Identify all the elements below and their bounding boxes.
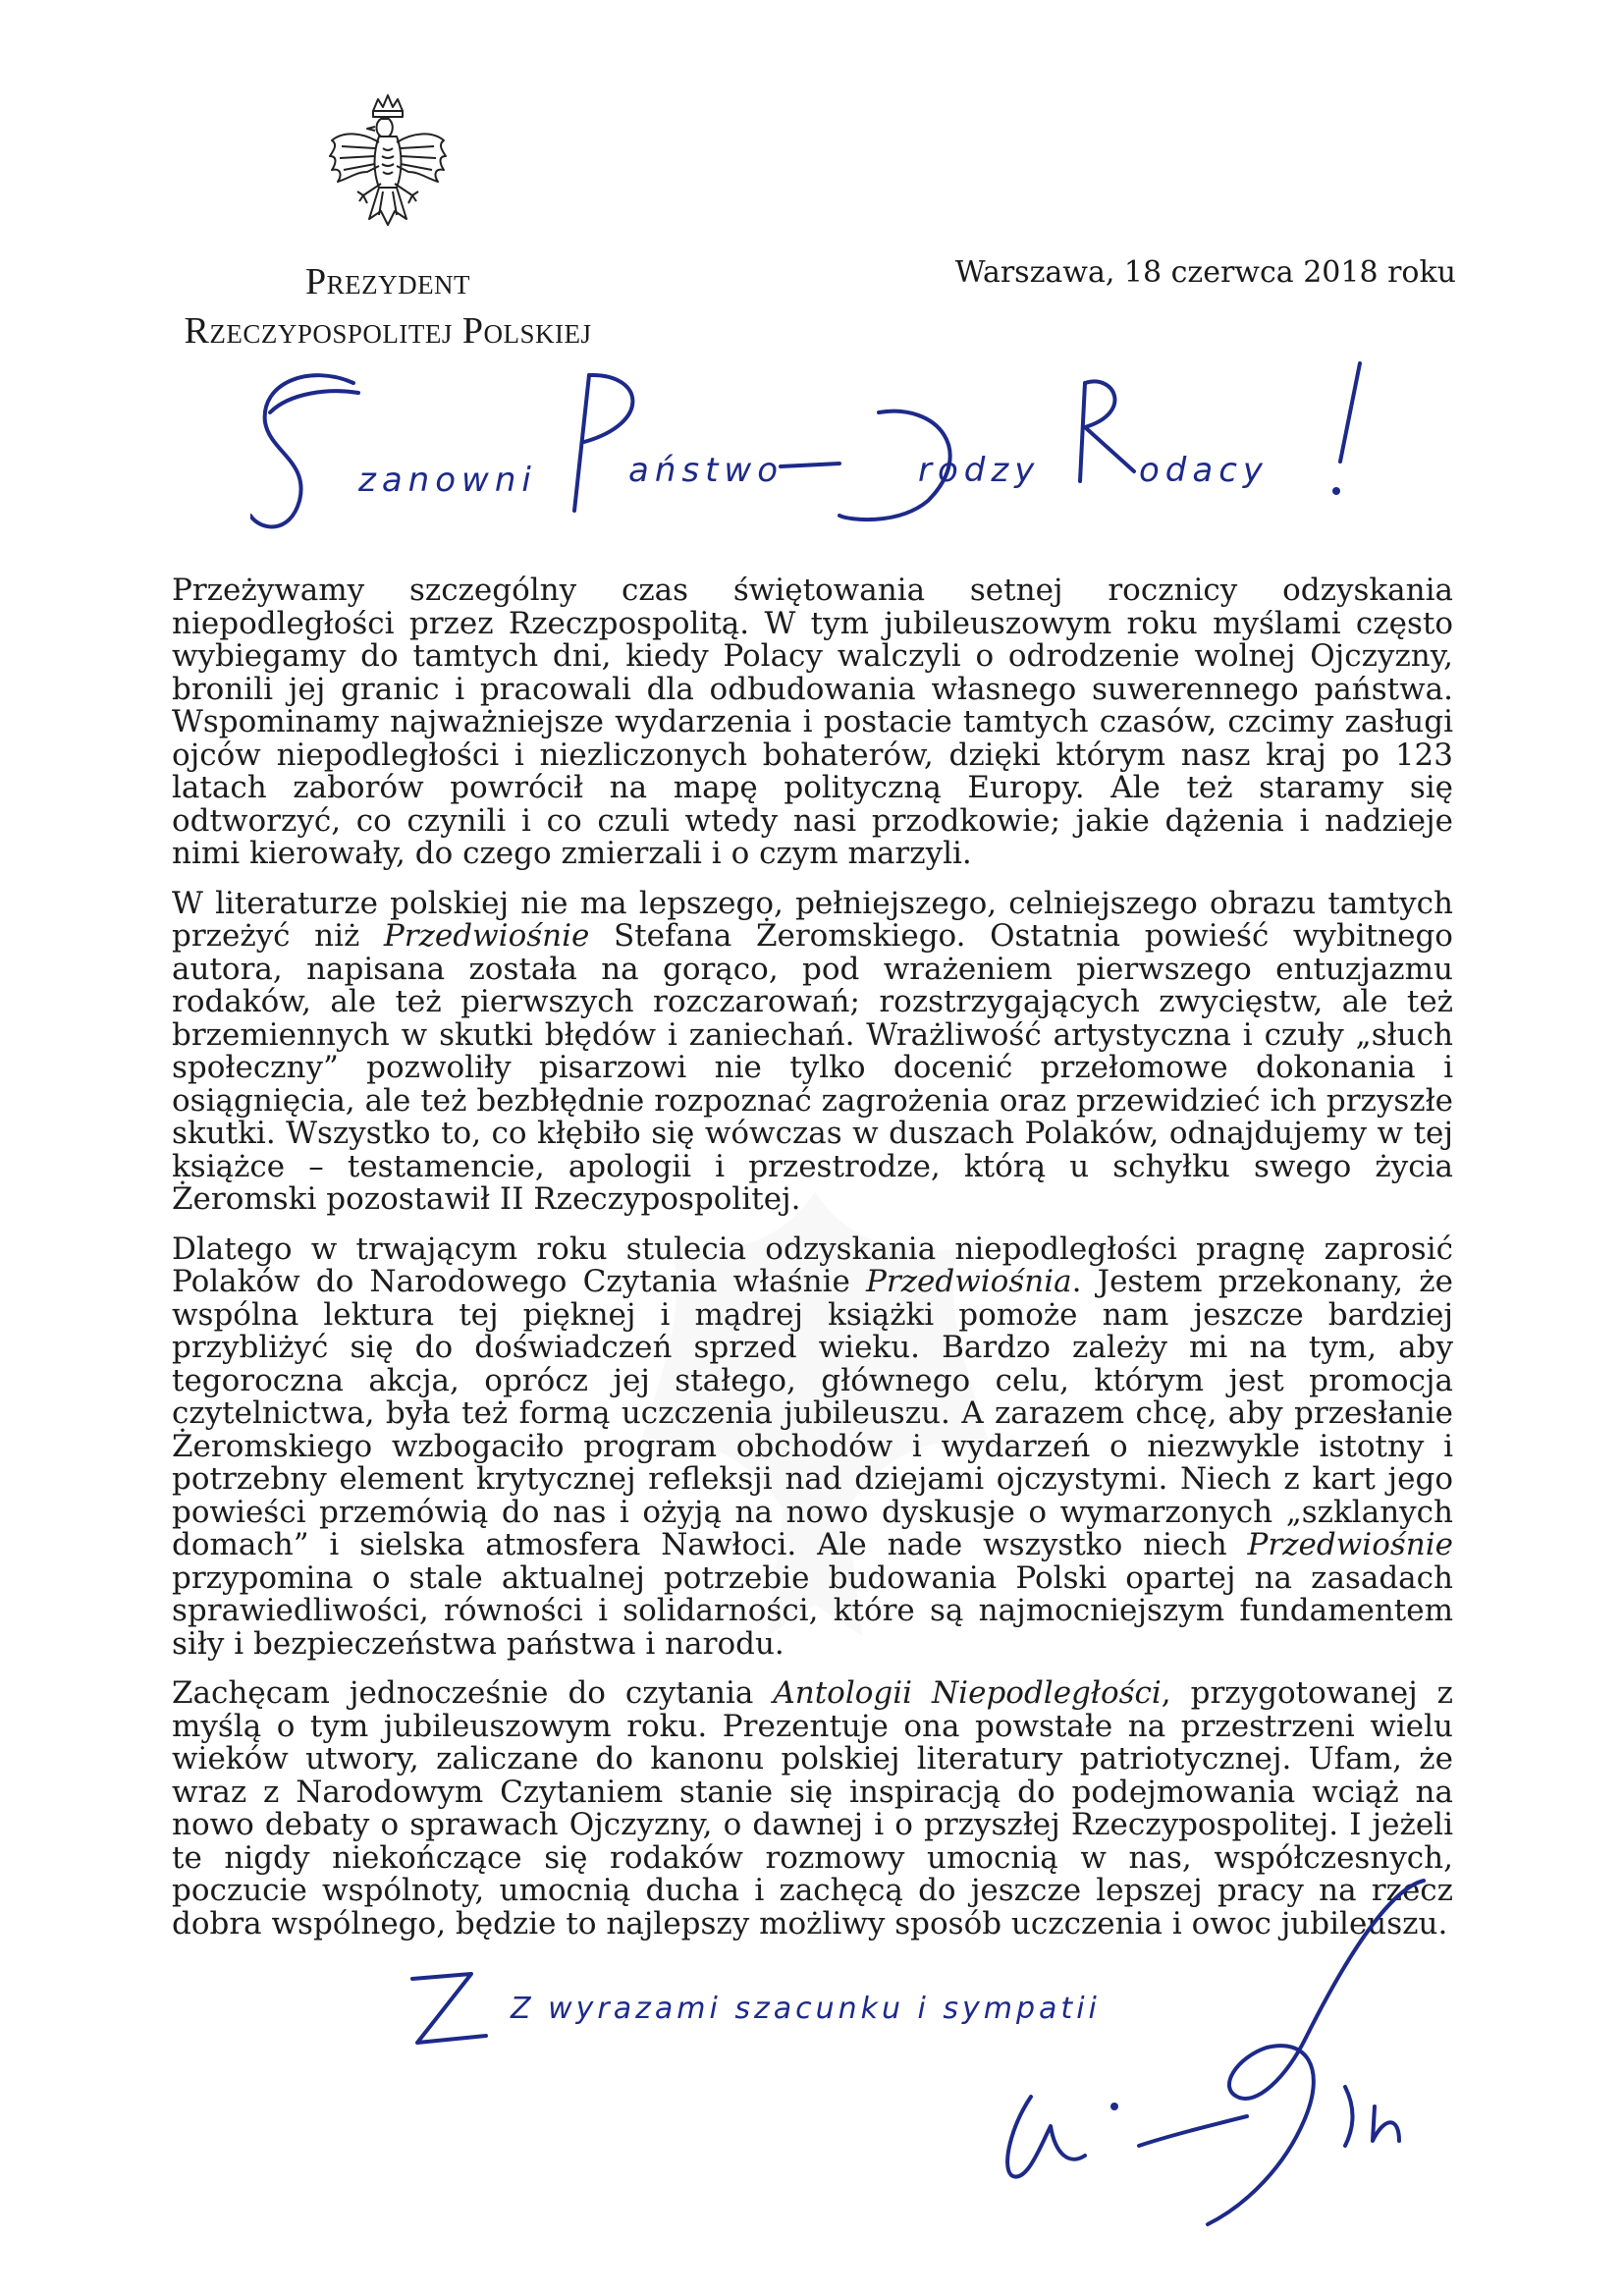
- anthology-title: Antologii Niepodległości: [773, 1675, 1162, 1711]
- book-title: Przedwiośnia: [866, 1264, 1072, 1299]
- sender-block: [128, 257, 648, 355]
- svg-text:aństwo: aństwo: [628, 451, 784, 490]
- paragraph-1: Przeżywamy szczególny czas świętowania setnej rocznicy odzyskania niepodległości przez Rzeczpospolitą. W tym jubileuszowym roku myślami często wybiegamy do tamtych dni, kiedy Polacy walczyli o odrodzenie wolnej Ojczyzny, bronili jej granic i pracowali dla odbudowania własnego suwerennego państwa. Wspominamy najważniejsze wydarzenia i postacie tamtych czasów, czcimy zasługi ojców niepodległości i niezliczonych bohaterów, dzięki którym nasz kraj po 123 latach zaborów powrócił na mapę polityczną Europy. Ale też staramy się odtworzyć, co czynili i co czuli wtedy nasi przodkowie; jakie dążenia i nadzieje nimi kierowały, do czego zmierzali i o czym marzyli.: [172, 573, 1453, 871]
- svg-text:zanowni: zanowni: [358, 461, 537, 500]
- svg-text:odacy: odacy: [1139, 451, 1270, 490]
- letter-body: [172, 574, 1453, 1957]
- closing-text: Z wyrazami szacunku i sympatii: [511, 1992, 1101, 2026]
- svg-text:rodzy: rodzy: [918, 451, 1041, 490]
- paragraph-4: Zachęcam jednocześnie do czytania Antologii Niepodległości, przygotowanej z myślą o tym jubileuszowym roku. Prezentuje ona powstałe na przestrzeni wielu wieków utwory, zaliczane do kanonu polskiej literatury patriotycznej. Ufam, że wraz z Narodowym Czytaniem stanie się inspiracją do podejmowania wciąż na nowo debaty o sprawach Ojczyzny, o dawnej i o przyszłej Rzeczypospolitej. I jeżeli te nigdy niekończące się rodaków rozmowy umocnią w nas, współczesnych, poczucie wspólnoty, umocnią ducha i zachęcą do jeszcze lepszej pracy na rzecz dobra wspólnego, będzie to najlepszy możliwy sposób uczczenia i owoc jubileuszu.: [172, 1675, 1453, 1941]
- letter-date: Warszawa, 18 czerwca 2018 roku: [954, 255, 1456, 290]
- book-title: Przedwiośnie: [383, 918, 590, 954]
- paragraph-3: Dlatego w trwającym roku stulecia odzyskania niepodległości pragnę zaprosić Polaków do Narodowego Czytania właśnie Przedwiośnia. Jestem przekonany, że wspólna lektura tej pięknej i mądrej książki pomoże nam jeszcze bardziej przybliżyć się do doświadczeń sprzed wieku. Bardzo zależy mi na tym, aby tegoroczna akcja, oprócz jej stałego, głównego celu, którym jest promocja czytelnictwa, była też formą uczczenia jubileuszu. A zarazem chcę, aby przesłanie Żeromskiego wzbogaciło program obchodów i wydarzeń o niezwykle istotny i potrzebny element krytycznej refleksji nad dziejami ojczystymi. Niech z kart jego powieści przemówią do nas i ożyją na nowo dyskusje o wymarzonych „szklanych domach” i sielska atmosfera Nawłoci. Ale nade wszystko niech Przedwiośnie przypomina o stale aktualnej potrzebie budowania Polski opartej na zasadach sprawiedliwości, równości i solidarności, które są najmocniejszym fundamentem siły i bezpieczeństwa państwa i narodu.: [172, 1230, 1453, 1662]
- sender-title: Prezydent: [304, 261, 471, 302]
- sender-office: Rzeczypospolitej Polskiej: [184, 310, 592, 352]
- handwritten-salutation: [250, 354, 1380, 550]
- book-title: Przedwiośnie: [1247, 1527, 1453, 1562]
- paragraph-2: W literaturze polskiej nie ma lepszego, pełniejszego, celniejszego obrazu tamtych przeżyć niż Przedwiośnie Stefana Żeromskiego. Ostatnia powieść wybitnego autora, napisana została na gorąco, pod wrażeniem pierwszego entuzjazmu rodaków, ale też pierwszych rozczarowań; rozstrzygających zwycięstw, ale też brzemiennych w skutki błędów i zaniechań. Wrażliwość artystyczna i czuły „słuch społeczny” pozwoliły pisarzowi nie tylko docenić przełomowe dokonania i osiągnięcia, ale też bezbłędnie rozpoznać zagrożenia oraz przewidzieć ich przyszłe skutki. Wszystko to, co kłębiło się wówczas w duszach Polaków, odnajdujemy w tej książce – testamencie, apologii i przestrodze, którą u schyłku swego życia Żeromski pozostawił II Rzeczypospolitej.: [172, 885, 1453, 1217]
- eagle-emblem-icon: [324, 93, 452, 250]
- signature-icon: [913, 1871, 1463, 2244]
